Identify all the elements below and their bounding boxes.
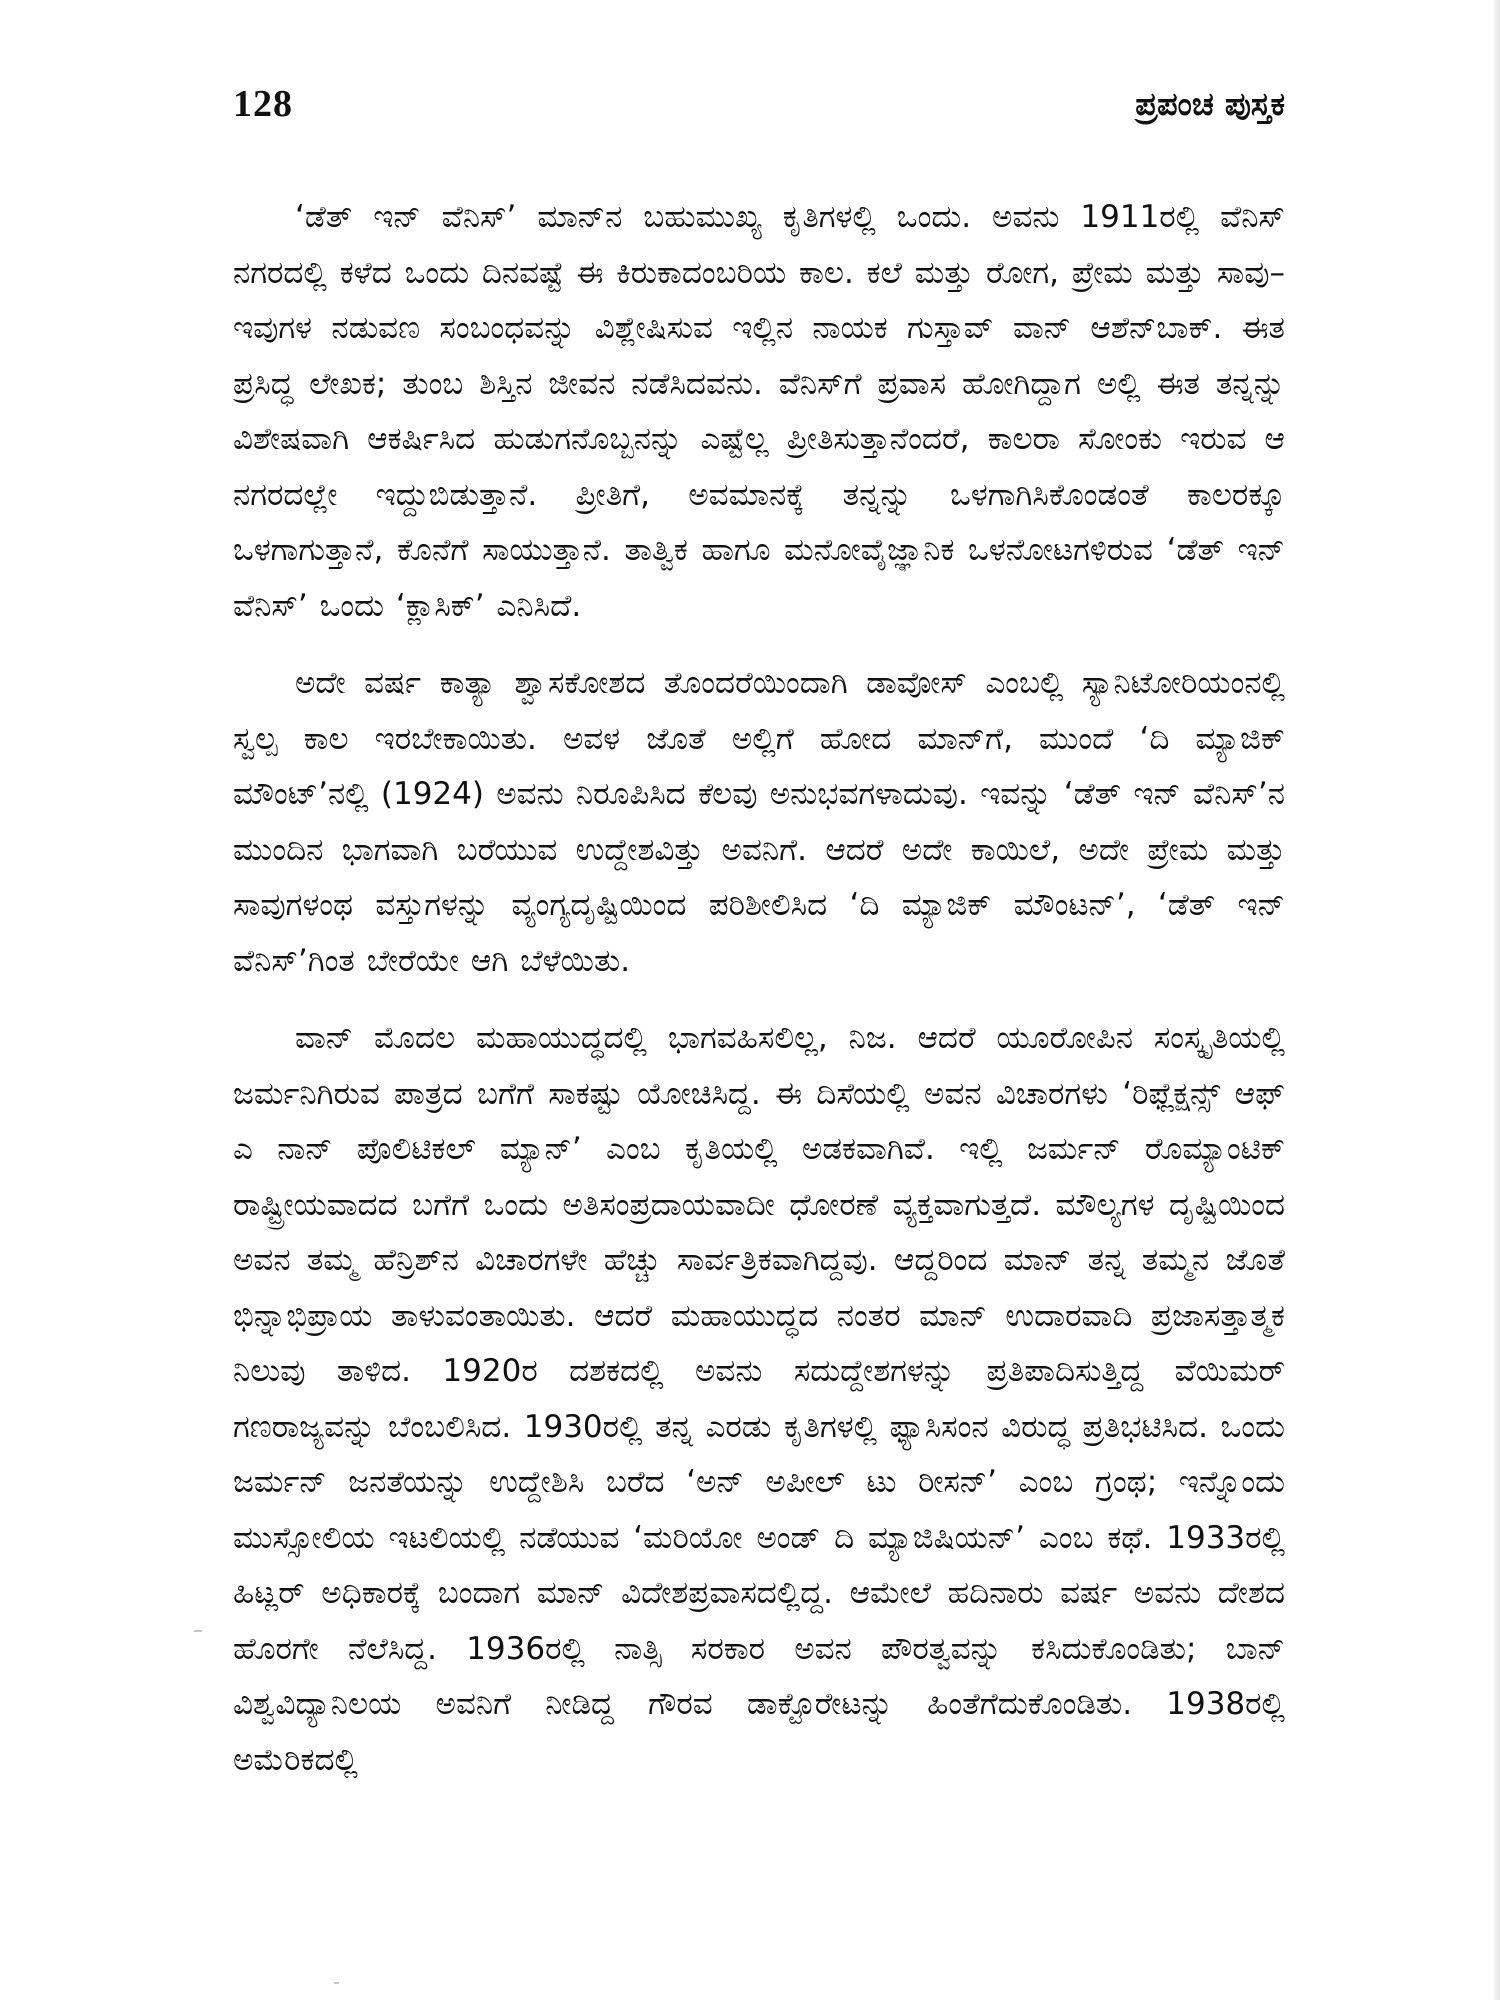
paragraph-magic-mountain: ಅದೇ ವರ್ಷ ಕಾತ್ಯಾ ಶ್ವಾಸಕೋಶದ ತೊಂದರೆಯಿಂದಾಗಿ ಡಾವೋಸ್ ಎಂಬಲ್ಲಿ ಸ್ಯಾನಿಟೋರಿಯಂನಲ್ಲಿ ಸ್ವಲ್ಪ ಕಾಲ ಇರಬೇಕಾಯಿತು. ಅವಳ ಜೊತೆ ಅಲ್ಲಿಗೆ ಹೋದ ಮಾನ್‌ಗೆ, ಮುಂದೆ ‘ದಿ ಮ್ಯಾಜಿಕ್ ಮೌಂಟ್’ನಲ್ಲಿ (1924) ಅವನು ನಿರೂಪಿಸಿದ ಕೆಲವು ಅನುಭವಗಳಾದುವು. ಇವನ್ನು ‘ಡೆತ್ ಇನ್ ವೆನಿಸ್’ನ ಮುಂದಿನ ಭಾಗವಾಗಿ ಬರೆಯುವ ಉದ್ದೇಶವಿತ್ತು ಅವನಿಗೆ. ಆದರೆ ಅದೇ ಕಾಯಿಲೆ, ಅದೇ ಪ್ರೇಮ ಮತ್ತು ಸಾವುಗಳಂಥ ವಸ್ತುಗಳನ್ನು ವ್ಯಂಗ್ಯದೃಷ್ಟಿಯಿಂದ ಪರಿಶೀಲಿಸಿದ ‘ದಿ ಮ್ಯಾಜಿಕ್ ಮೌಂಟನ್’, ‘ಡೆತ್ ಇನ್ ವೆನಿಸ್’ಗಿಂತ ಬೇರೆಯೇ ಆಗಿ ಬೆಳೆಯಿತು. [233,665,1285,979]
page-edge-shadow [1494,0,1500,2000]
running-title: ಪ್ರಪಂಚ ಪುಸ್ತಕ [1135,85,1285,123]
paragraph-death-in-venice: ‘ಡೆತ್ ಇನ್ ವೆನಿಸ್’ ಮಾನ್‌ನ ಬಹುಮುಖ್ಯ ಕೃತಿಗಳಲ್ಲಿ ಒಂದು. ಅವನು 1911ರಲ್ಲಿ ವೆನಿಸ್ ನಗರದಲ್ಲಿ ಕಳೆದ ಒಂದು ದಿನವಷ್ಟೆ ಈ ಕಿರುಕಾದಂಬರಿಯ ಕಾಲ. ಕಲೆ ಮತ್ತು ರೋಗ, ಪ್ರೇಮ ಮತ್ತು ಸಾವು– ಇವುಗಳ ನಡುವಣ ಸಂಬಂಧವನ್ನು ವಿಶ್ಲೇಷಿಸುವ ಇಲ್ಲಿನ ನಾಯಕ ಗುಸ್ತಾವ್ ವಾನ್ ಆಶೆನ್‌ಬಾಕ್. ಈತ ಪ್ರಸಿದ್ಧ ಲೇಖಕ; ತುಂಬ ಶಿಸ್ತಿನ ಜೀವನ ನಡೆಸಿದವನು. ವೆನಿಸ್‌ಗೆ ಪ್ರವಾಸ ಹೋಗಿದ್ದಾಗ ಅಲ್ಲಿ ಈತ ತನ್ನನ್ನು ವಿಶೇಷವಾಗಿ ಆಕರ್ಷಿಸಿದ ಹುಡುಗನೊಬ್ಬನನ್ನು ಎಷ್ಟೆಲ್ಲ ಪ್ರೀತಿಸುತ್ತಾನೆಂದರೆ, ಕಾಲರಾ ಸೋಂಕು ಇರುವ ಆ ನಗರದಲ್ಲೇ ಇದ್ದುಬಿಡುತ್ತಾನೆ. ಪ್ರೀತಿಗೆ, ಅವಮಾನಕ್ಕೆ ತನ್ನನ್ನು ಒಳಗಾಗಿಸಿಕೊಂಡಂತೆ ಕಾಲರಕ್ಕೂ ಒಳಗಾಗುತ್ತಾನೆ, ಕೊನೆಗೆ ಸಾಯುತ್ತಾನೆ. ತಾತ್ವಿಕ ಹಾಗೂ ಮನೋವೈಜ್ಞಾನಿಕ ಒಳನೋಟಗಳಿರುವ ‘ಡೆತ್ ಇನ್ ವೆನಿಸ್’ ಒಂದು ‘ಕ್ಲಾಸಿಕ್’ ಎನಿಸಿದೆ. [233,199,1285,624]
body-text [233,190,1285,1788]
page-number: 128 [233,83,293,125]
scan-speck [334,1982,339,1984]
page-header [233,82,1285,142]
scan-speck [194,1630,202,1632]
paragraph-politics-exile: ವಾನ್ ಮೊದಲ ಮಹಾಯುದ್ಧದಲ್ಲಿ ಭಾಗವಹಿಸಲಿಲ್ಲ, ನಿಜ. ಆದರೆ ಯೂರೋಪಿನ ಸಂಸ್ಕೃತಿಯಲ್ಲಿ ಜರ್ಮನಿಗಿರುವ ಪಾತ್ರದ ಬಗೆಗೆ ಸಾಕಷ್ಟು ಯೋಚಿಸಿದ್ದ. ಈ ದಿಸೆಯಲ್ಲಿ ಅವನ ವಿಚಾರಗಳು ‘ರಿಫ್ಲೆಕ್ಷನ್ಸ್ ಆಫ್ ಎ ನಾನ್ ಪೊಲಿಟಿಕಲ್ ಮ್ಯಾನ್’ ಎಂಬ ಕೃತಿಯಲ್ಲಿ ಅಡಕವಾಗಿವೆ. ಇಲ್ಲಿ ಜರ್ಮನ್ ರೊಮ್ಯಾಂಟಿಕ್ ರಾಷ್ಟ್ರೀಯವಾದದ ಬಗೆಗೆ ಒಂದು ಅತಿಸಂಪ್ರದಾಯವಾದೀ ಧೋರಣೆ ವ್ಯಕ್ತವಾಗುತ್ತದೆ. ಮೌಲ್ಯಗಳ ದೃಷ್ಟಿಯಿಂದ ಅವನ ತಮ್ಮ ಹೆನ್ರಿಶ್‌ನ ವಿಚಾರಗಳೇ ಹೆಚ್ಚು ಸಾರ್ವತ್ರಿಕವಾಗಿದ್ದವು. ಆದ್ದರಿಂದ ಮಾನ್ ತನ್ನ ತಮ್ಮನ ಜೊತೆ ಭಿನ್ನಾಭಿಪ್ರಾಯ ತಾಳುವಂತಾಯಿತು. ಆದರೆ ಮಹಾಯುದ್ಧದ ನಂತರ ಮಾನ್ ಉದಾರವಾದಿ ಪ್ರಜಾಸತ್ತಾತ್ಮಕ ನಿಲುವು ತಾಳಿದ. 1920ರ ದಶಕದಲ್ಲಿ ಅವನು ಸದುದ್ದೇಶಗಳನ್ನು ಪ್ರತಿಪಾದಿಸುತ್ತಿದ್ದ ವೆಯಿಮರ್ ಗಣರಾಜ್ಯವನ್ನು ಬೆಂಬಲಿಸಿದ. 1930ರಲ್ಲಿ ತನ್ನ ಎರಡು ಕೃತಿಗಳಲ್ಲಿ ಫ್ಯಾಸಿಸಂನ ವಿರುದ್ಧ ಪ್ರತಿಭಟಿಸಿದ. ಒಂದು ಜರ್ಮನ್ ಜನತೆಯನ್ನು ಉದ್ದೇಶಿಸಿ ಬರೆದ ‘ಅನ್ ಅಪೀಲ್ ಟು ರೀಸನ್’ ಎಂಬ ಗ್ರಂಥ; ಇನ್ನೊಂದು ಮುಸ್ಸೋಲಿಯ ಇಟಲಿಯಲ್ಲಿ ನಡೆಯುವ ‘ಮರಿಯೋ ಅಂಡ್ ದಿ ಮ್ಯಾಜಿಷಿಯನ್’ ಎಂಬ ಕಥೆ. 1933ರಲ್ಲಿ ಹಿಟ್ಲರ್ ಅಧಿಕಾರಕ್ಕೆ ಬಂದಾಗ ಮಾನ್ ವಿದೇಶಪ್ರವಾಸದಲ್ಲಿದ್ದ. ಆಮೇಲೆ ಹದಿನಾರು ವರ್ಷ ಅವನು ದೇಶದ ಹೊರಗೇ ನೆಲೆಸಿದ್ದ. 1936ರಲ್ಲಿ ನಾತ್ಸಿ ಸರಕಾರ ಅವನ ಪೌರತ್ವವನ್ನು ಕಸಿದುಕೊಂಡಿತು; ಬಾನ್ ವಿಶ್ವವಿದ್ಯಾನಿಲಯ ಅವನಿಗೆ ನೀಡಿದ್ದ ಗೌರವ ಡಾಕ್ಟೊರೇಟನ್ನು ಹಿಂತೆಗೆದುಕೊಂಡಿತು. 1938ರಲ್ಲಿ ಅಮೆರಿಕದಲ್ಲಿ [233,1020,1285,1778]
